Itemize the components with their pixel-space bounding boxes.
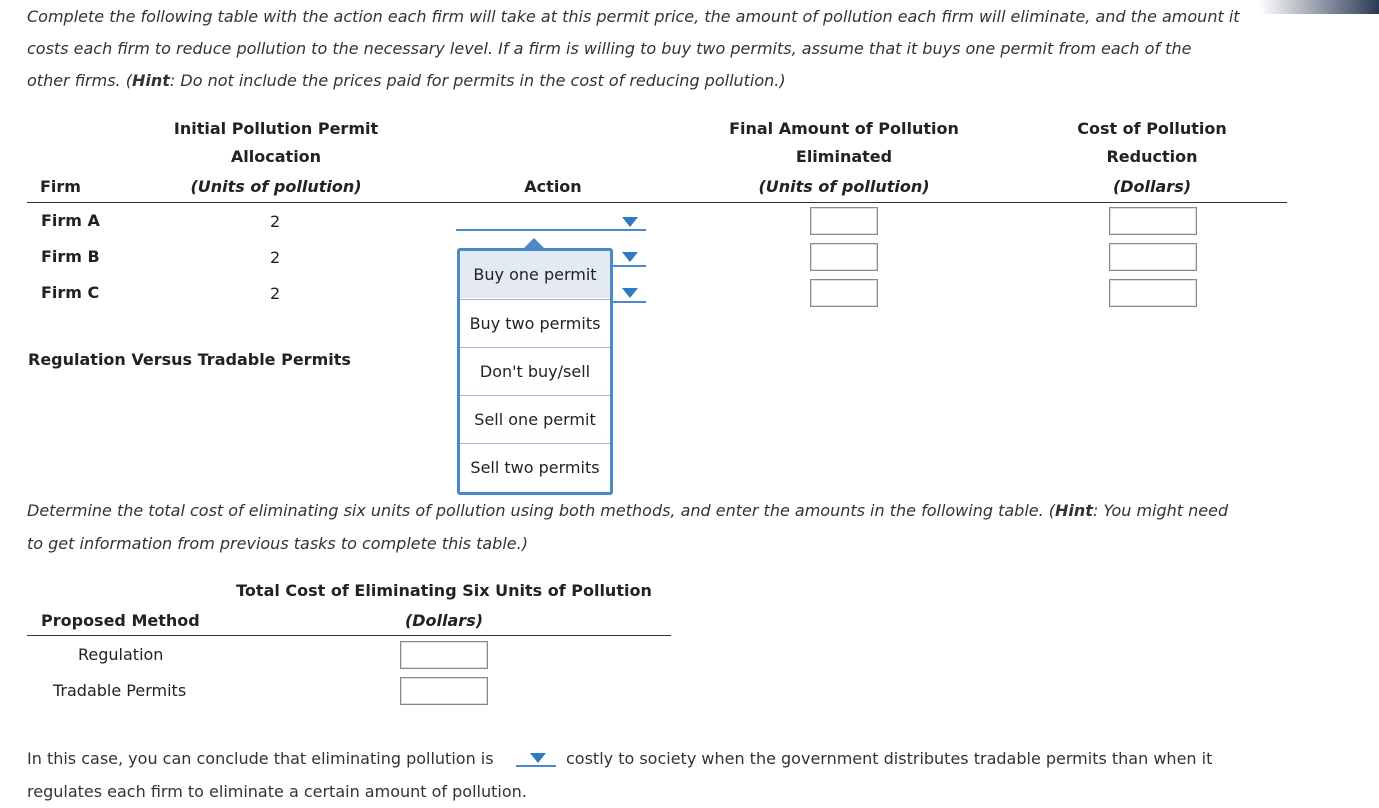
cost-input-firm-b[interactable] bbox=[1109, 243, 1197, 271]
intro-line-2: costs each firm to reduce pollution to the necessary level. If a firm is willing to buy two permits, assume that it buys one permit from each of the bbox=[27, 39, 1192, 58]
total-cost-input-regulation[interactable] bbox=[400, 641, 488, 669]
conclusion-line-2: regulates each firm to eliminate a certain amount of pollution. bbox=[27, 782, 527, 801]
final-amount-input-firm-a[interactable] bbox=[810, 207, 878, 235]
hint-label: Hint bbox=[131, 71, 170, 90]
method-tradable-permits: Tradable Permits bbox=[53, 681, 187, 700]
header-final-amount: Final Amount of Pollution Eliminated (Units of pollution) bbox=[729, 119, 959, 196]
row-firm-c-label: Firm C bbox=[41, 283, 100, 302]
option-sell-two-permits[interactable]: Sell two permits bbox=[460, 443, 610, 491]
dropdown-underline bbox=[612, 265, 646, 267]
header-proposed-method: Proposed Method bbox=[41, 611, 200, 630]
final-amount-input-firm-b[interactable] bbox=[810, 243, 878, 271]
final-amount-input-firm-c[interactable] bbox=[810, 279, 878, 307]
hint-label: Hint bbox=[1055, 501, 1093, 520]
popup-caret-icon bbox=[524, 238, 544, 248]
total-cost-input-tradable-permits[interactable] bbox=[400, 677, 488, 705]
chevron-down-icon bbox=[622, 252, 638, 262]
method-regulation: Regulation bbox=[78, 645, 164, 664]
table1-header-rule bbox=[27, 202, 1287, 203]
header-cost: Cost of Pollution Reduction (Dollars) bbox=[1077, 119, 1227, 196]
conclusion-dropdown[interactable] bbox=[516, 748, 556, 768]
action-dropdown-firm-b[interactable] bbox=[612, 248, 646, 268]
section-title: Regulation Versus Tradable Permits bbox=[28, 350, 351, 369]
header-allocation: Initial Pollution Permit Allocation (Units of pollution) bbox=[173, 119, 379, 196]
row-firm-a-label: Firm A bbox=[41, 211, 100, 230]
row-firm-b-allocation: 2 bbox=[270, 248, 281, 267]
conclusion-line-1: In this case, you can conclude that eliminating pollution is bbox=[27, 749, 494, 768]
row-firm-c-allocation: 2 bbox=[270, 284, 281, 303]
option-sell-one-permit[interactable]: Sell one permit bbox=[460, 395, 610, 443]
para2-line-2: to get information from previous tasks to complete this table.) bbox=[27, 534, 528, 553]
para2-line-1: Determine the total cost of eliminating six units of pollution using both methods, and enter the amounts in the following table. (Hint: You might need bbox=[27, 501, 1229, 520]
action-dropdown-firm-c[interactable] bbox=[612, 284, 646, 304]
intro-line-1: Complete the following table with the action each firm will take at this permit price, the amount of pollution each firm will eliminate, and the amount it bbox=[27, 7, 1240, 26]
row-firm-b-label: Firm B bbox=[41, 247, 100, 266]
conclusion-line-1-end: costly to society when the government distributes tradable permits than when it bbox=[566, 749, 1213, 768]
header-total-cost: Total Cost of Eliminating Six Units of Pollution (Dollars) bbox=[236, 581, 652, 630]
table2-header-rule bbox=[27, 635, 671, 636]
cost-input-firm-a[interactable] bbox=[1109, 207, 1197, 235]
chevron-down-icon bbox=[622, 288, 638, 298]
action-dropdown-firm-a[interactable] bbox=[456, 212, 646, 232]
option-buy-two-permits[interactable]: Buy two permits bbox=[460, 299, 610, 347]
option-dont-buy-sell[interactable]: Don't buy/sell bbox=[460, 347, 610, 395]
dropdown-underline bbox=[516, 765, 556, 767]
dropdown-underline bbox=[456, 229, 646, 231]
dropdown-underline bbox=[612, 301, 646, 303]
header-firm: Firm bbox=[40, 177, 81, 196]
cost-input-firm-c[interactable] bbox=[1109, 279, 1197, 307]
header-action: Action bbox=[524, 177, 582, 196]
chevron-down-icon bbox=[622, 217, 638, 227]
action-dropdown-menu bbox=[457, 248, 613, 495]
row-firm-a-allocation: 2 bbox=[270, 212, 281, 231]
option-buy-one-permit[interactable]: Buy one permit bbox=[460, 251, 610, 298]
chevron-down-icon bbox=[530, 753, 546, 763]
intro-line-3: other firms. (Hint: Do not include the prices paid for permits in the cost of reducing pollution.) bbox=[27, 71, 786, 90]
